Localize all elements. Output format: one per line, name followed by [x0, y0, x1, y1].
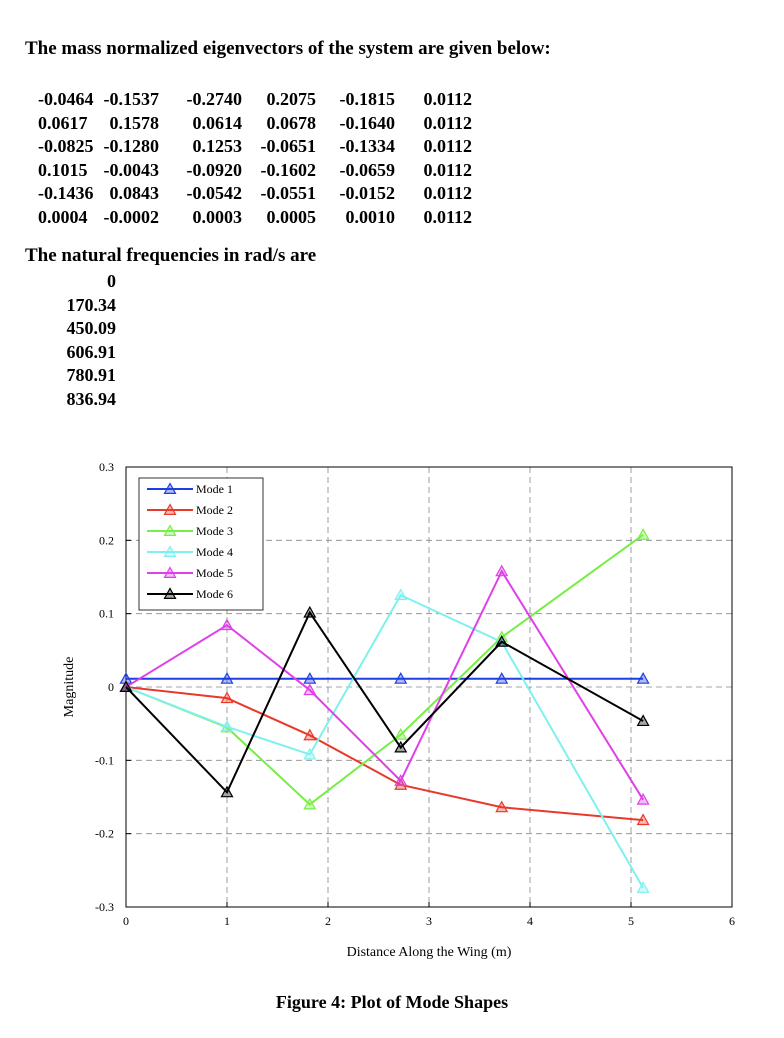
x-tick-label: 5 — [628, 914, 634, 928]
matrix-cell: -0.1640 — [339, 112, 395, 133]
x-tick-label: 0 — [123, 914, 129, 928]
eigenvector-matrix — [38, 88, 472, 230]
matrix-cell: -0.0542 — [186, 183, 242, 204]
legend-entry: Mode 2 — [196, 503, 233, 517]
eigenvector-heading: The mass normalized eigenvectors of the system are given below: — [25, 38, 551, 59]
matrix-cell: 0.0843 — [109, 183, 159, 204]
data-point — [304, 607, 315, 617]
frequency-value: 450.09 — [66, 318, 116, 339]
matrix-row — [38, 159, 472, 183]
matrix-cell: 0.1015 — [38, 159, 88, 180]
frequency-value: 780.91 — [66, 365, 116, 386]
matrix-cell: -0.0152 — [339, 183, 395, 204]
y-tick-label: 0.1 — [99, 606, 114, 621]
legend-entry: Mode 3 — [196, 524, 233, 538]
y-tick-label: 0.2 — [99, 533, 114, 548]
x-tick-label: 4 — [527, 914, 533, 928]
y-tick-label: 0.3 — [99, 460, 114, 474]
figure-caption: Figure 4: Plot of Mode Shapes — [275, 992, 509, 1012]
matrix-cell: 0.0614 — [192, 112, 242, 133]
y-tick-label: 0 — [108, 680, 114, 694]
data-point — [638, 716, 649, 726]
legend-entry: Mode 6 — [196, 587, 233, 601]
matrix-cell: 0.0112 — [423, 159, 472, 180]
data-point — [638, 882, 649, 892]
data-point — [638, 529, 649, 539]
matrix-cell: 0.1578 — [109, 112, 159, 133]
matrix-cell: -0.1280 — [103, 136, 159, 157]
matrix-cell: -0.1436 — [38, 183, 94, 204]
data-point — [222, 620, 233, 630]
series-mode-6 — [121, 607, 649, 797]
matrix-cell: -0.0659 — [339, 159, 395, 180]
frequency-value: 0 — [107, 271, 116, 291]
matrix-cell: 0.0003 — [192, 206, 242, 227]
matrix-cell: -0.1602 — [260, 159, 316, 180]
matrix-cell: -0.0551 — [260, 183, 316, 204]
matrix-row — [38, 112, 472, 136]
mode-shape-chart — [0, 440, 784, 980]
frequency-value: 170.34 — [66, 294, 116, 315]
matrix-row — [38, 88, 472, 112]
matrix-cell: 0.0112 — [423, 183, 472, 204]
y-tick-label: -0.1 — [95, 753, 114, 768]
matrix-cell: 0.0617 — [38, 112, 88, 133]
data-point — [638, 794, 649, 804]
matrix-cell: -0.0920 — [186, 159, 242, 180]
series-mode-2 — [121, 682, 649, 825]
matrix-cell: -0.0002 — [103, 206, 159, 227]
data-point — [395, 590, 406, 600]
legend-entry: Mode 1 — [196, 482, 233, 496]
matrix-cell: -0.1815 — [339, 89, 395, 109]
matrix-cell: -0.0464 — [38, 89, 94, 109]
matrix-cell: 0.1253 — [192, 136, 242, 157]
matrix-cell: -0.0825 — [38, 136, 94, 157]
series-mode-4 — [121, 590, 649, 893]
frequency-heading: The natural frequencies in rad/s are — [25, 245, 317, 266]
matrix-cell: 0.0112 — [423, 136, 472, 157]
x-tick-label: 1 — [224, 914, 230, 928]
y-tick-label: -0.3 — [95, 900, 114, 914]
matrix-cell: -0.1537 — [103, 89, 159, 109]
matrix-cell: -0.0651 — [260, 136, 316, 157]
frequency-list — [46, 270, 116, 412]
y-tick-label: -0.2 — [95, 826, 114, 841]
matrix-cell: -0.2740 — [186, 89, 242, 109]
matrix-cell: -0.0043 — [103, 159, 159, 180]
matrix-cell: 0.0112 — [423, 89, 472, 109]
matrix-cell: 0.0678 — [266, 112, 316, 133]
legend-entry: Mode 5 — [196, 566, 233, 580]
frequency-value: 836.94 — [66, 388, 116, 409]
matrix-cell: 0.0004 — [38, 206, 88, 227]
x-axis-label: Distance Along the Wing (m) — [346, 945, 512, 960]
x-tick-label: 2 — [325, 914, 331, 928]
matrix-row — [38, 206, 472, 230]
matrix-cell: 0.0112 — [423, 206, 472, 227]
legend-entry: Mode 4 — [196, 545, 233, 559]
x-tick-label: 6 — [729, 914, 735, 928]
x-tick-label: 3 — [426, 914, 432, 928]
y-axis-label: Magnitude — [62, 656, 77, 718]
matrix-cell: 0.2075 — [266, 89, 316, 109]
data-point — [304, 730, 315, 740]
matrix-cell: 0.0112 — [423, 112, 472, 133]
matrix-cell: -0.1334 — [339, 136, 395, 157]
matrix-row — [38, 135, 472, 159]
matrix-cell: 0.0005 — [266, 206, 316, 227]
matrix-row — [38, 182, 472, 206]
frequency-value: 606.91 — [66, 341, 116, 362]
matrix-cell: 0.0010 — [345, 206, 395, 227]
data-point — [496, 566, 507, 576]
